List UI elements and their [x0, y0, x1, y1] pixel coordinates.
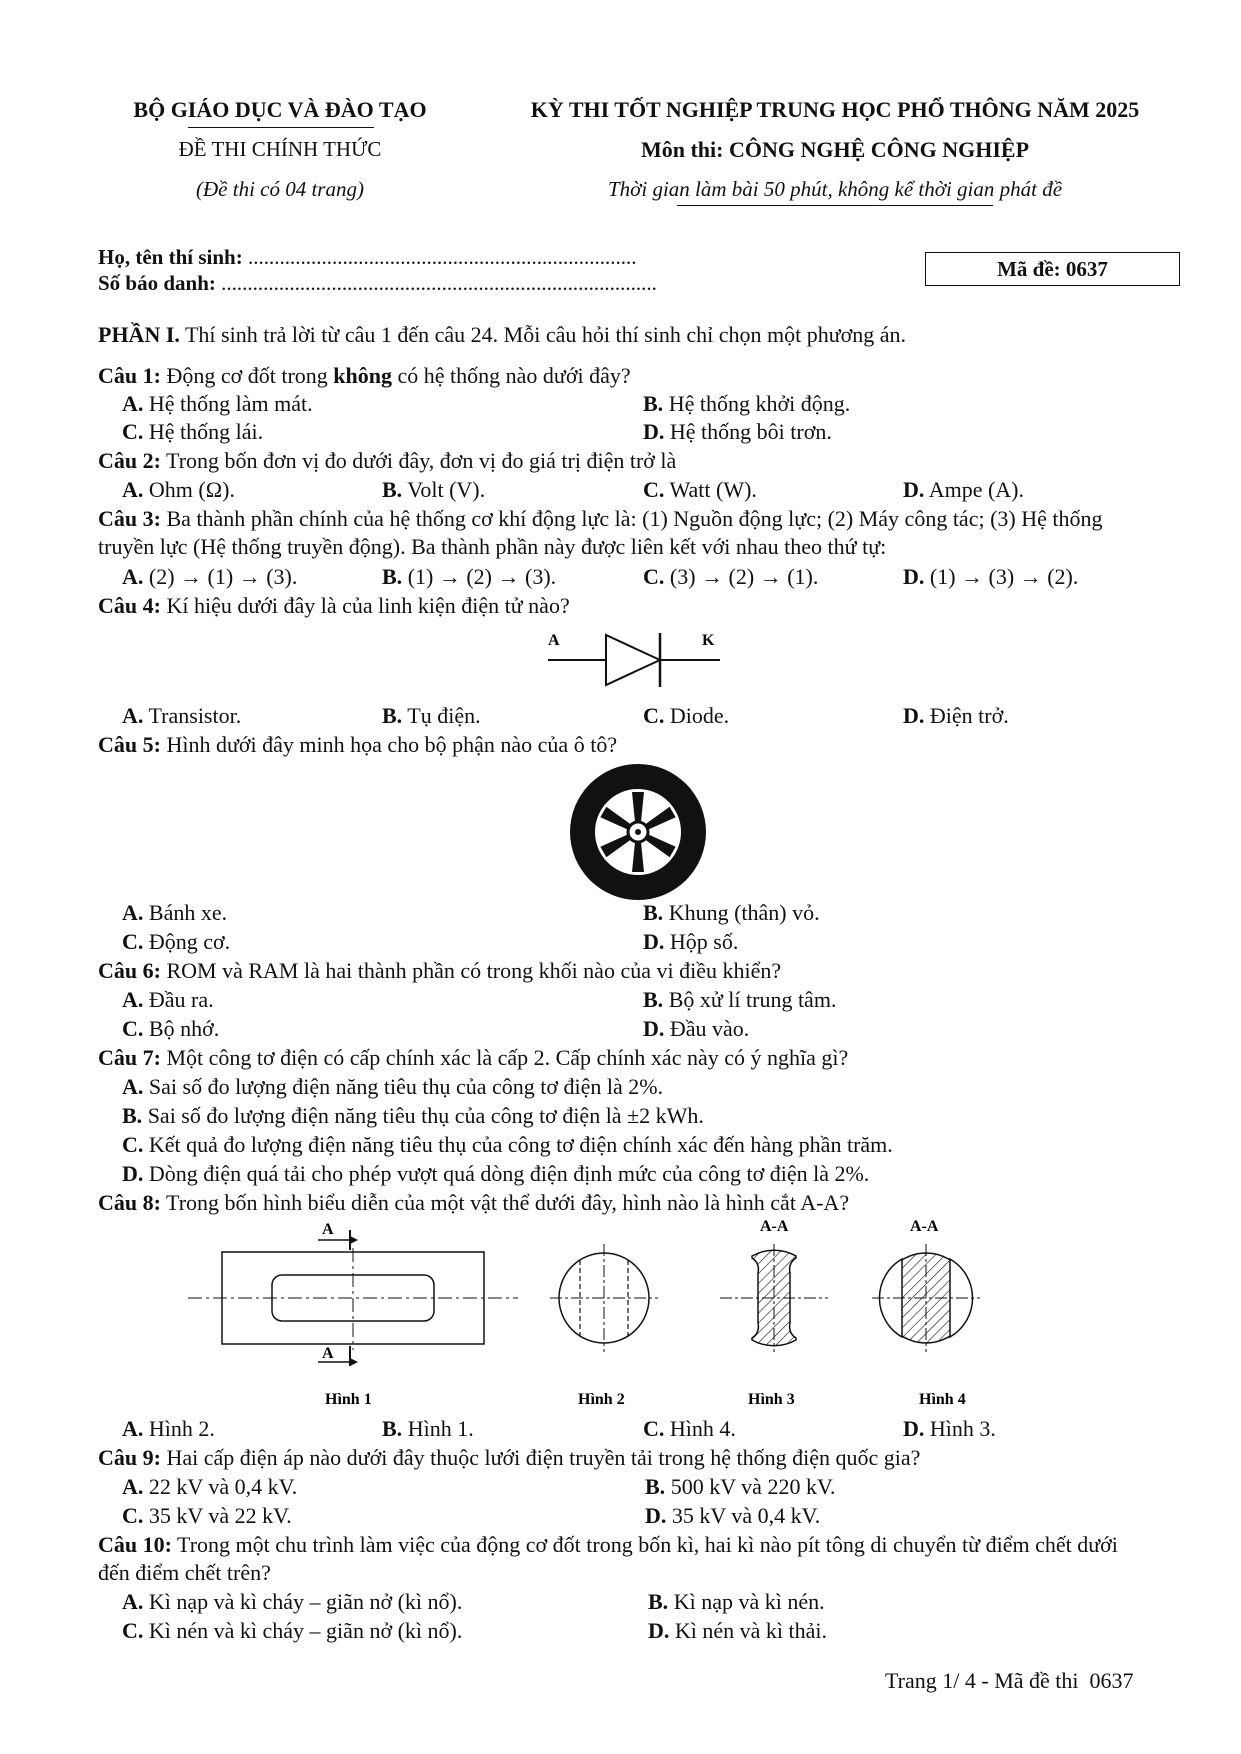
figure-4-caption: Hình 4: [919, 1391, 966, 1408]
q10-option-d: [648, 1618, 827, 1644]
q9-option-c: [122, 1503, 292, 1529]
q8-b-text: Hình 1.: [407, 1416, 474, 1441]
q10-option-c: [122, 1618, 462, 1644]
q2-c-text: Watt (W).: [669, 477, 757, 502]
q7-option-c: [122, 1132, 893, 1158]
q10-stem-line1: [98, 1532, 1118, 1558]
page-footer: Trang 1/ 4 - Mã đề thi 0637: [885, 1668, 1134, 1693]
q1-option-c: [122, 419, 263, 445]
opt-letter: C.: [122, 1618, 144, 1643]
q3-stem-line2: truyền lực (Hệ thống truyền động). Ba thành phần này được liên kết với nhau theo thứ tự:: [98, 534, 887, 559]
q10-d-text: Kì nén và kì thải.: [674, 1618, 828, 1643]
q6-option-d: [643, 1016, 749, 1042]
exam-title: KỲ THI TỐT NGHIỆP TRUNG HỌC PHỔ THÔNG NĂM 2025: [530, 97, 1140, 122]
exam-code-label: Mã đề:: [997, 257, 1061, 281]
q2-a-text: Ohm (Ω).: [148, 477, 235, 502]
q6-label: Câu 6:: [98, 958, 161, 983]
q2-b-text: Volt (V).: [407, 477, 486, 502]
figure-1-front-view: [188, 1221, 518, 1366]
part1-text: Thí sinh trả lời từ câu 1 đến câu 24. Mỗi câu hỏi thí sinh chỉ chọn một phương án.: [179, 322, 907, 347]
q7-option-b: [122, 1103, 704, 1129]
q7-c-text: Kết quả đo lượng điện năng tiêu thụ của công tơ điện chính xác đến hàng phần trăm.: [148, 1132, 893, 1157]
q8-option-d: [903, 1416, 996, 1442]
q8-option-a: [122, 1416, 215, 1442]
q1-stem: [98, 363, 631, 389]
opt-letter: D.: [645, 1503, 667, 1528]
opt-letter: B.: [643, 391, 664, 416]
figure-3-caption: Hình 3: [748, 1391, 795, 1408]
opt-letter: B.: [382, 1416, 403, 1441]
opt-letter: D.: [643, 929, 665, 954]
q8-d-text: Hình 3.: [929, 1416, 996, 1441]
opt-letter: C.: [643, 564, 665, 589]
opt-letter: B.: [643, 900, 664, 925]
q6-option-c: [122, 1016, 219, 1042]
q5-stem: [98, 732, 617, 758]
q2-text: Trong bốn đơn vị đo dưới đây, đơn vị đo giá trị điện trở là: [160, 448, 677, 473]
opt-letter: C.: [122, 1016, 144, 1041]
ministry-underline: [188, 127, 374, 128]
q5-label: Câu 5:: [98, 732, 161, 757]
q4-option-d: [903, 703, 1009, 729]
opt-letter: A.: [122, 1416, 144, 1441]
q5-text: Hình dưới đây minh họa cho bộ phận nào của ô tô?: [160, 732, 618, 757]
q5-b-text: Khung (thân) vỏ.: [668, 900, 820, 925]
q5-a-text: Bánh xe.: [148, 900, 228, 925]
diode-symbol-icon: [540, 625, 730, 695]
q3-stem-line1: [98, 506, 1102, 532]
q3-option-a: [122, 564, 297, 590]
q10-label: Câu 10:: [98, 1532, 172, 1557]
opt-letter: D.: [903, 703, 925, 728]
q3-option-b: [382, 564, 556, 590]
opt-letter: C.: [122, 1132, 144, 1157]
section-views-figure: [170, 1218, 1030, 1408]
q3-option-c: [643, 564, 818, 590]
q6-option-a: [122, 987, 214, 1013]
q2-label: Câu 2:: [98, 448, 161, 473]
q7-a-text: Sai số đo lượng điện năng tiêu thụ của công tơ điện là 2%.: [148, 1074, 664, 1099]
q6-b-text: Bộ xử lí trung tâm.: [668, 987, 837, 1012]
opt-letter: C.: [122, 929, 144, 954]
q8-option-b: [382, 1416, 474, 1442]
q10-b-text: Kì nạp và kì nén.: [673, 1589, 825, 1614]
q4-b-text: Tụ điện.: [407, 703, 481, 728]
section-title-fig4: A-A: [910, 1218, 939, 1235]
q9-option-b: [645, 1474, 836, 1500]
q2-stem: [98, 448, 676, 474]
q10-c-text: Kì nén và kì cháy – giãn nở (kì nổ).: [148, 1618, 463, 1643]
q1-d-text: Hệ thống bôi trơn.: [669, 419, 832, 444]
opt-letter: C.: [122, 419, 144, 444]
opt-letter: D.: [643, 1016, 665, 1041]
q3-d-text: (1) → (3) → (2).: [929, 564, 1079, 589]
opt-letter: A.: [122, 477, 144, 502]
q7-stem: [98, 1045, 848, 1071]
opt-letter: A.: [122, 1589, 144, 1614]
subject-label: Môn thi:: [640, 137, 729, 162]
opt-letter: C.: [643, 477, 665, 502]
q8-stem: [98, 1190, 849, 1216]
q8-label: Câu 8:: [98, 1190, 161, 1215]
opt-letter: A.: [122, 900, 144, 925]
candidate-name-row: [98, 245, 636, 270]
q10-text-1: Trong một chu trình làm việc của động cơ đốt trong bốn kì, hai kì nào pít tông di chuyển từ điểm chết dưới: [171, 1532, 1118, 1557]
q5-option-c: [122, 929, 230, 955]
opt-letter: B.: [382, 703, 403, 728]
q9-option-a: [122, 1474, 297, 1500]
subject-line: [495, 137, 1175, 163]
official-label: ĐỀ THI CHÍNH THỨC: [178, 137, 382, 161]
q10-option-b: [648, 1589, 825, 1615]
q9-stem: [98, 1445, 920, 1471]
candidate-id-row: [98, 271, 657, 296]
opt-letter: C.: [643, 1416, 665, 1441]
q6-text: ROM và RAM là hai thành phần có trong khối nào của vi điều khiển?: [160, 958, 782, 983]
q5-c-text: Động cơ.: [148, 929, 231, 954]
q2-option-d: [903, 477, 1024, 503]
section-title-fig3: A-A: [760, 1218, 789, 1235]
q3-label: Câu 3:: [98, 506, 161, 531]
exam-code-box: [925, 252, 1180, 286]
figure-2-side-view: [550, 1244, 658, 1352]
q3-option-d: [903, 564, 1078, 590]
q8-option-c: [643, 1416, 736, 1442]
opt-letter: C.: [122, 1503, 144, 1528]
opt-letter: A.: [122, 564, 144, 589]
figure-1-caption: Hình 1: [325, 1391, 372, 1408]
diode-anode-label: A: [548, 632, 560, 649]
q10-option-a: [122, 1589, 462, 1615]
q7-text: Một công tơ điện có cấp chính xác là cấp 2. Cấp chính xác này có ý nghĩa gì?: [160, 1045, 849, 1070]
q4-c-text: Diode.: [669, 703, 730, 728]
figure-2-caption: Hình 2: [578, 1391, 625, 1408]
subject-name: CÔNG NGHỆ CÔNG NGHIỆP: [728, 137, 1030, 162]
part1-label: PHẦN I.: [98, 322, 180, 347]
figure-4-section: [872, 1218, 980, 1352]
opt-letter: A.: [122, 1474, 144, 1499]
opt-letter: A.: [122, 703, 144, 728]
opt-letter: A.: [122, 987, 144, 1012]
candidate-name-label: Họ, tên thí sinh:: [98, 245, 243, 269]
part1-instruction: [98, 322, 906, 348]
candidate-name-dots: ..........................................................................: [247, 245, 637, 269]
q1-option-d: [643, 419, 832, 445]
q10-a-text: Kì nạp và kì cháy – giãn nở (kì nổ).: [148, 1589, 463, 1614]
q9-label: Câu 9:: [98, 1445, 161, 1470]
opt-letter: D.: [122, 1161, 144, 1186]
section-mark-top: A: [322, 1221, 334, 1238]
q1-label: Câu 1:: [98, 363, 161, 388]
time-note: Thời gian làm bài 50 phút, không kể thời gian phát đề: [607, 177, 1063, 201]
q4-label: Câu 4:: [98, 593, 161, 618]
q8-c-text: Hình 4.: [669, 1416, 736, 1441]
candidate-id-dots: ...................................................................................: [221, 271, 657, 295]
ministry-name: BỘ GIÁO DỤC VÀ ĐÀO TẠO: [133, 97, 427, 122]
figure-3-section: [720, 1218, 828, 1352]
q4-option-a: [122, 703, 241, 729]
q6-option-b: [643, 987, 836, 1013]
q9-b-text: 500 kV và 220 kV.: [670, 1474, 836, 1499]
q9-c-text: 35 kV và 22 kV.: [148, 1503, 292, 1528]
q9-d-text: 35 kV và 0,4 kV.: [671, 1503, 821, 1528]
time-note-underline: [677, 205, 993, 206]
q1-text-b: có hệ thống nào dưới đây?: [392, 363, 631, 388]
q1-option-b: [643, 391, 850, 417]
q5-option-b: [643, 900, 820, 926]
opt-letter: B.: [648, 1589, 669, 1614]
q6-stem: [98, 958, 781, 984]
q1-text-a: Động cơ đốt trong: [160, 363, 334, 388]
q2-option-b: [382, 477, 485, 503]
q5-option-a: [122, 900, 227, 926]
q6-c-text: Bộ nhớ.: [148, 1016, 220, 1041]
q8-a-text: Hình 2.: [148, 1416, 215, 1441]
q3-b-text: (1) → (2) → (3).: [407, 564, 557, 589]
q7-option-d: [122, 1161, 869, 1187]
q4-stem: [98, 593, 570, 619]
q7-b-text: Sai số đo lượng điện năng tiêu thụ của công tơ điện là ±2 kWh.: [147, 1103, 704, 1128]
q3-a-text: (2) → (1) → (3).: [148, 564, 298, 589]
pages-note: (Đề thi có 04 trang): [196, 177, 364, 201]
q1-option-a: [122, 391, 313, 417]
q2-d-text: Ampe (A).: [928, 477, 1024, 502]
opt-letter: D.: [643, 419, 665, 444]
opt-letter: A.: [122, 391, 144, 416]
q1-b-text: Hệ thống khởi động.: [668, 391, 851, 416]
q7-label: Câu 7:: [98, 1045, 161, 1070]
q1-text-bold: không: [333, 363, 393, 388]
q6-a-text: Đầu ra.: [148, 987, 214, 1012]
q2-option-c: [643, 477, 757, 503]
q3-text-1: Ba thành phần chính của hệ thống cơ khí động lực là: (1) Nguồn động lực; (2) Máy công tác; (3) Hệ thống: [160, 506, 1103, 531]
opt-letter: B.: [645, 1474, 666, 1499]
q2-option-a: [122, 477, 235, 503]
q7-d-text: Dòng điện quá tải cho phép vượt quá dòng điện định mức của công tơ điện là 2%.: [148, 1161, 870, 1186]
opt-letter: B.: [643, 987, 664, 1012]
q4-option-c: [643, 703, 729, 729]
car-wheel-icon: [568, 762, 708, 902]
q6-d-text: Đầu vào.: [669, 1016, 750, 1041]
q7-option-a: [122, 1074, 663, 1100]
opt-letter: A.: [122, 1074, 144, 1099]
q9-text: Hai cấp điện áp nào dưới đây thuộc lưới điện truyền tải trong hệ thống điện quốc gia?: [160, 1445, 921, 1470]
opt-letter: D.: [903, 564, 925, 589]
q1-a-text: Hệ thống làm mát.: [148, 391, 313, 416]
q4-text: Kí hiệu dưới đây là của linh kiện điện tử nào?: [160, 593, 570, 618]
opt-letter: D.: [903, 1416, 925, 1441]
opt-letter: C.: [643, 703, 665, 728]
q9-option-d: [645, 1503, 820, 1529]
opt-letter: B.: [122, 1103, 143, 1128]
q5-option-d: [643, 929, 738, 955]
q3-c-text: (3) → (2) → (1).: [669, 564, 819, 589]
q9-a-text: 22 kV và 0,4 kV.: [148, 1474, 298, 1499]
opt-letter: D.: [903, 477, 925, 502]
q10-stem-line2: đến điểm chết trên?: [98, 1560, 271, 1585]
q4-a-text: Transistor.: [148, 703, 242, 728]
q4-option-b: [382, 703, 481, 729]
q8-text: Trong bốn hình biểu diễn của một vật thể dưới đây, hình nào là hình cắt A-A?: [160, 1190, 850, 1215]
opt-letter: B.: [382, 564, 403, 589]
section-mark-bottom: A: [322, 1345, 334, 1362]
diode-cathode-label: K: [702, 632, 715, 649]
q1-c-text: Hệ thống lái.: [148, 419, 264, 444]
q4-d-text: Điện trở.: [929, 703, 1009, 728]
opt-letter: B.: [382, 477, 403, 502]
opt-letter: D.: [648, 1618, 670, 1643]
exam-code-value: 0637: [1065, 257, 1108, 281]
candidate-id-label: Số báo danh:: [98, 271, 216, 295]
q5-d-text: Hộp số.: [669, 929, 739, 954]
